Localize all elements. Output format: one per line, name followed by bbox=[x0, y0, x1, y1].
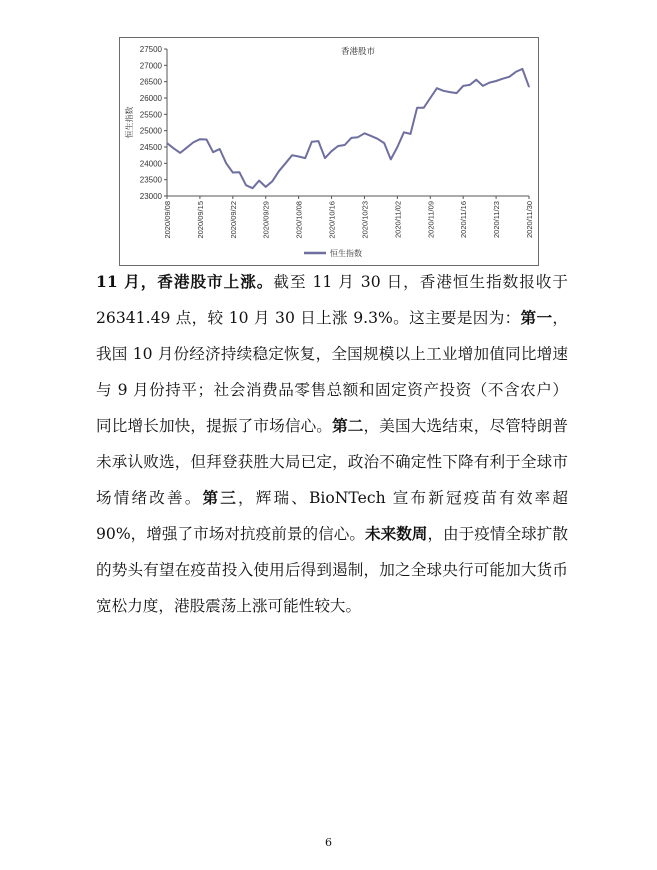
data-point bbox=[489, 82, 490, 83]
chart-canvas bbox=[120, 38, 538, 265]
data-point bbox=[364, 133, 365, 134]
data-point bbox=[252, 188, 253, 189]
data-point bbox=[311, 141, 312, 142]
data-point bbox=[443, 90, 444, 91]
series-line-hsi bbox=[167, 69, 529, 188]
data-point bbox=[397, 146, 398, 147]
x-tick-label: 2020/11/16 bbox=[459, 201, 469, 238]
data-point bbox=[377, 138, 378, 139]
x-tick-label: 2020/10/23 bbox=[360, 200, 370, 239]
x-tick-label: 2020/10/16 bbox=[327, 201, 337, 239]
data-point bbox=[430, 97, 431, 98]
bold-run: 第三 bbox=[202, 488, 238, 507]
data-point bbox=[384, 142, 385, 143]
data-point bbox=[219, 148, 220, 149]
data-point bbox=[206, 139, 207, 140]
data-point bbox=[331, 151, 332, 152]
data-point bbox=[423, 107, 424, 108]
x-tick-label: 2020/09/22 bbox=[228, 201, 238, 239]
data-point bbox=[469, 84, 470, 85]
x-tick-label: 2020/09/15 bbox=[195, 201, 205, 239]
data-point bbox=[285, 163, 286, 164]
data-point bbox=[226, 163, 227, 164]
y-tick-label: 23500 bbox=[139, 175, 162, 185]
legend-label: 恒生指数 bbox=[330, 249, 362, 258]
x-tick-label: 2020/11/02 bbox=[393, 201, 403, 238]
y-tick-label: 23000 bbox=[139, 192, 162, 201]
commentary-paragraph bbox=[96, 264, 568, 624]
data-point bbox=[522, 68, 523, 69]
data-point bbox=[245, 185, 246, 186]
data-point bbox=[482, 85, 483, 86]
data-point bbox=[476, 79, 477, 80]
data-point bbox=[212, 152, 213, 153]
data-point bbox=[370, 135, 371, 136]
data-point bbox=[166, 142, 167, 143]
data-point bbox=[502, 78, 503, 79]
y-tick-label: 24000 bbox=[139, 159, 162, 169]
page-number: 6 bbox=[325, 836, 332, 849]
y-tick-label: 25000 bbox=[139, 126, 162, 136]
data-point bbox=[449, 92, 450, 93]
data-point bbox=[436, 88, 437, 89]
data-point bbox=[528, 86, 529, 87]
data-point bbox=[463, 85, 464, 86]
data-point bbox=[291, 155, 292, 156]
data-point bbox=[265, 186, 266, 187]
y-axis-label: 恒生指数 bbox=[125, 106, 134, 139]
data-point bbox=[357, 137, 358, 138]
y-tick-label: 27000 bbox=[139, 61, 162, 71]
text-run: ，我国 10 月份经济持续稳定恢复，全国规模以上工业增加值同比增速与 9 月份持平；社会消费品零售总额和固定资产投资（不含农户）同比增长加快，提振了市场信心。 bbox=[96, 309, 568, 435]
x-tick-label: 2020/11/30 bbox=[525, 201, 534, 238]
data-point bbox=[515, 71, 516, 72]
bold-run: 第一 bbox=[520, 308, 553, 327]
y-tick-label: 26500 bbox=[139, 77, 162, 87]
data-point bbox=[186, 147, 187, 148]
data-point bbox=[298, 156, 299, 157]
x-tick-label: 2020/10/08 bbox=[294, 201, 304, 239]
chart-title: 香港股市 bbox=[340, 47, 376, 57]
bold-run: 未来数周 bbox=[364, 524, 428, 543]
data-point bbox=[173, 148, 174, 149]
data-point bbox=[193, 142, 194, 143]
data-point bbox=[239, 172, 240, 173]
bold-run: 11 月，香港股市上涨。 bbox=[96, 272, 274, 291]
data-point bbox=[318, 141, 319, 142]
y-tick-label: 27500 bbox=[139, 45, 162, 54]
data-point bbox=[417, 107, 418, 108]
data-point bbox=[509, 76, 510, 77]
data-point bbox=[272, 181, 273, 182]
text-run: ，由于疫情全球扩散的势头有望在疫苗投入使用后得到遏制，加之全球央行可能加大货币宽松力度，港股震荡上涨可能性较大。 bbox=[96, 525, 568, 615]
y-tick-label: 26000 bbox=[139, 94, 162, 103]
data-point bbox=[259, 180, 260, 181]
text-run: ，辉瑞、BioNTech 宣布新冠疫苗有效率超 90%，增强了市场对抗疫前景的信心。 bbox=[96, 489, 568, 543]
bold-run: 第二 bbox=[332, 416, 364, 435]
hang-seng-chart bbox=[119, 37, 539, 266]
data-point bbox=[305, 158, 306, 159]
data-point bbox=[456, 93, 457, 94]
text-run: ，美国大选结束，尽管特朗普未承认败选，但拜登获胜大局已定，政治不确定性下降有利于全球市场情绪改善。 bbox=[96, 417, 568, 507]
x-tick-label: 2020/11/09 bbox=[426, 201, 436, 238]
data-point bbox=[278, 171, 279, 172]
x-tick-label: 2020/11/23 bbox=[492, 201, 502, 238]
data-point bbox=[199, 139, 200, 140]
market-commentary bbox=[96, 264, 568, 624]
x-tick-label: 2020/09/29 bbox=[261, 201, 271, 239]
data-point bbox=[180, 152, 181, 153]
text-run: 截至 11 月 30 日，香港恒生指数报收于 26341.49 点，较 10 月 30 日上涨 9.3%。这主要是因为： bbox=[96, 273, 568, 327]
data-point bbox=[338, 145, 339, 146]
data-point bbox=[390, 159, 391, 160]
data-point bbox=[351, 137, 352, 138]
data-point bbox=[495, 80, 496, 81]
data-point bbox=[403, 132, 404, 133]
y-tick-label: 25500 bbox=[139, 110, 162, 120]
x-tick-label: 2020/09/08 bbox=[163, 201, 172, 239]
data-point bbox=[344, 144, 345, 145]
data-point bbox=[410, 133, 411, 134]
data-point bbox=[232, 172, 233, 173]
y-tick-label: 24500 bbox=[139, 143, 162, 152]
data-point bbox=[324, 158, 325, 159]
